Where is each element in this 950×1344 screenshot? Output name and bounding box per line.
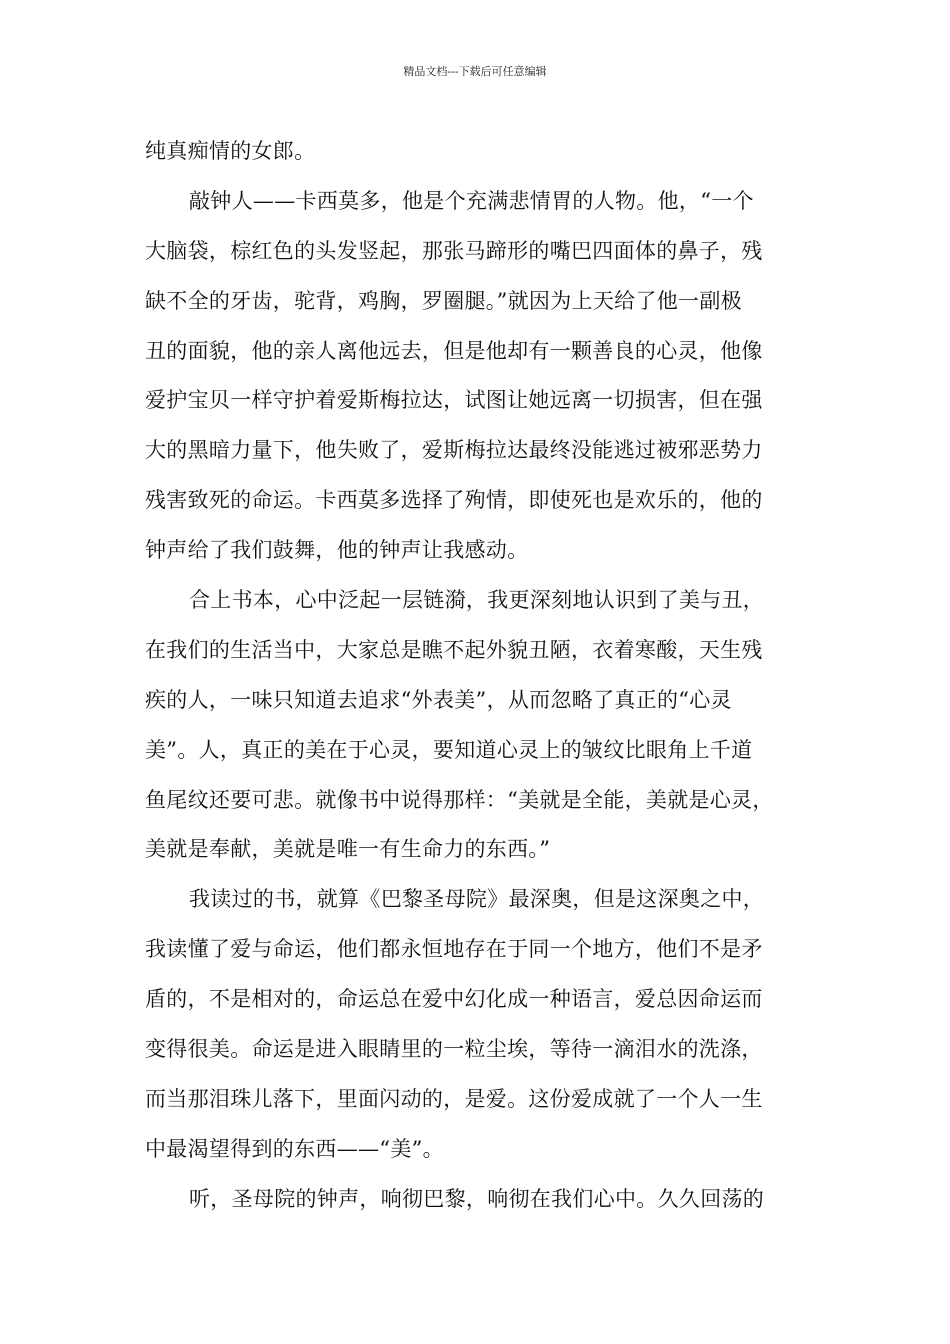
text-line-22: 听，圣母院的钟声，响彻巴黎，响彻在我们心中。久久回荡的	[189, 1186, 765, 1211]
text-line-11: 在我们的生活当中，大家总是瞧不起外貌丑陋，衣着寒酸，天生残	[145, 637, 763, 662]
text-line-6: 爱护宝贝一样守护着爱斯梅拉达，试图让她远离一切损害，但在强	[145, 388, 763, 413]
text-line-18: 盾的，不是相对的，命运总在爱中幻化成一种语言，爱总因命运而	[145, 987, 763, 1012]
text-line-5: 丑的面貌，他的亲人离他远去，但是他却有一颗善良的心灵，他像	[145, 338, 763, 363]
text-line-12: 疾的人，一味只知道去追求“外表美”，从而忽略了真正的“心灵	[145, 687, 732, 712]
text-line-17: 我读懂了爱与命运，他们都永恒地存在于同一个地方，他们不是矛	[145, 937, 763, 962]
text-line-9: 钟声给了我们鼓舞，他的钟声让我感动。	[145, 538, 529, 563]
text-line-8: 残害致死的命运。卡西莫多选择了殉情，即使死也是欢乐的，他的	[145, 488, 763, 513]
text-line-1: 纯真痴情的女郎。	[145, 139, 316, 163]
text-line-20: 而当那泪珠儿落下，里面闪动的，是爱。这份爱成就了一个人一生	[145, 1086, 763, 1111]
text-line-15: 美就是奉献，美就是唯一有生命力的东西。”	[145, 837, 551, 862]
text-line-19: 变得很美。命运是进入眼睛里的一粒尘埃，等待一滴泪水的洗涤，	[145, 1037, 763, 1062]
page-header: 精品文档---下载后可任意编辑	[403, 65, 547, 78]
body-text	[145, 127, 809, 1225]
text-line-13: 美”。人，真正的美在于心灵，要知道心灵上的皱纹比眼角上千道	[145, 737, 753, 762]
text-line-16: 我读过的书，就算《巴黎圣母院》最深奥，但是这深奥之中，	[189, 887, 765, 912]
text-line-21: 中最渴望得到的东西——“美”。	[145, 1136, 444, 1161]
text-line-10: 合上书本，心中泛起一层链漪，我更深刻地认识到了美与丑，	[189, 588, 765, 613]
text-line-3: 大脑袋，棕红色的头发竖起，那张马蹄形的嘴巴四面体的鼻子，残	[145, 238, 763, 263]
text-line-14: 鱼尾纹还要可悲。就像书中说得那样：“美就是全能，美就是心灵，	[145, 787, 774, 812]
text-line-4: 缺不全的牙齿，驼背，鸡胸，罗圈腿。”就因为上天给了他一副极	[145, 288, 742, 313]
text-line-7: 大的黑暗力量下，他失败了，爱斯梅拉达最终没能逃过被邪恶势力	[145, 438, 763, 463]
text-line-2: 敲钟人——卡西莫多，他是个充满悲情胃的人物。他，“一个	[189, 188, 754, 213]
